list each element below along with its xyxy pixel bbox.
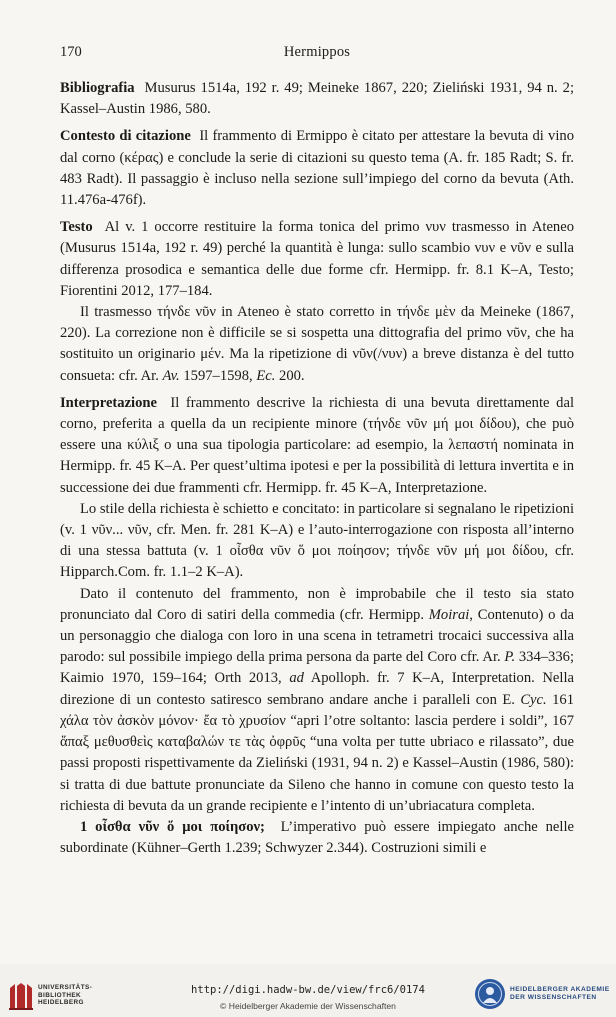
title-abbrev: Av.: [162, 367, 180, 384]
title-abbrev: P.: [504, 649, 516, 666]
title-abbrev: Moirai: [428, 606, 470, 623]
testo-section: [60, 217, 574, 302]
title-abbrev: ad: [289, 670, 304, 687]
text-run: 1597–1598,: [179, 367, 257, 384]
academy-logo: [474, 978, 610, 1014]
interpretazione-paragraph-3: [60, 584, 574, 817]
interpretazione-text: Il frammento descrive la richiesta di una bevuta direttamente dal corno, preferita a quella da un recipiente minore (τήνδε νῦν μή μοι δίδου), che può essere una κύλιξ o una sua tipologia particolare: ad esempio, la λεπαστή nominata in Hermipp. fr. 45 K–A. Per quest’ultima ipotesi e per la possibilità di lettura invertita e in successione dei due frammenti cfr. Hermipp. fr. 45 K–A, Interpretazione.: [60, 394, 574, 496]
text-run: Dato il contenuto del frammento, non è improbabile che il testo sia stato pronunciato dal Coro di satiri della commedia (cfr. Hermipp.: [60, 585, 574, 623]
contesto-heading: Contesto di citazione: [60, 128, 191, 145]
library-name-line: BIBLIOTHEK: [38, 991, 82, 999]
text-run: , Contenuto) o da un personaggio che dialoga con loro in una scena in tetrametri trocaici successiva alla parodo: sul possibile impiego della prima persona da parte del Coro cfr. Ar.: [60, 606, 574, 666]
digitization-footer: [0, 964, 616, 1017]
contesto-section: [60, 126, 574, 211]
running-head: Hermippos: [283, 44, 351, 60]
interpretazione-section: [60, 393, 574, 499]
academy-name: [510, 986, 610, 1002]
interpretazione-paragraph-2: Lo stile della richiesta è schietto e concitato: in particolare si segnalano le ripetizioni (v. 1 νῦν... νῦν, cfr. Men. fr. 281 K–A) e l’auto-interrogazione con risposta all’interno di una stessa battuta (v. 1 οἶσθα νῦν ὅ μοι ποίησον; τήνδε νῦν μή μοι δίδου, cfr. Hipparch.Com. fr. 1.1–2 K–A).: [60, 500, 574, 581]
text-run: 334–336; Kaimio 1970, 159–164; Orth 2013,: [60, 649, 575, 687]
academy-name-line: HEIDELBERGER AKADEMIE: [510, 986, 610, 993]
academy-name-line: DER WISSENSCHAFTEN: [510, 994, 597, 1001]
contesto-text: Il frammento di Ermippo è citato per attestare la bevuta di vino dal corno (κέρας) e conclude la serie di citazioni su questo tema (A. fr. 185 Radt; S. fr. 483 Radt). Il passaggio è incluso nella sezione sull’impiego del corno da bevuta (Ath. 11.476a-476f).: [60, 128, 574, 209]
bibliografia-text: Musurus 1514a, 192 r. 49; Meineke 1867, 220; Zieliński 1931, 94 n. 2; Kassel–Austin 1986, 580.: [60, 80, 574, 118]
permalink[interactable]: http://digi.hadw-bw.de/view/frc6/0174: [191, 984, 425, 996]
title-abbrev: Cyc.: [520, 691, 547, 708]
text-run: 161 χάλα τὸν ἀσκὸν μόνον· ἔα τὸ χρυσίον “apri l’otre soltanto: lascia perdere i soldi”, 167 ἅπαξ μεθυσθεὶς καταβαλών τε τὰς ὀφρῦς “una volta per tutte ubriaco e rilassato”, due passi proposti rispettivamente da Zieliński (1931, 94 n. 2) e Kassel–Austin (1986, 580): si tratta di due battute pronunciate da Sileno che hanno in comune con questo testo la richiesta di bevuta da un grande recipiente e l’intento di un’ubriacatura completa.: [60, 691, 574, 814]
academy-seal-icon: [474, 978, 506, 1010]
page-number: 170: [60, 44, 82, 60]
text-run: Apolloph. fr. 7 K–A, Interpretation. Nella direzione di un contesto satiresco sembrano andare anche i paralleli con E.: [60, 670, 575, 708]
testo-text: Al v. 1 occorre restituire la forma tonica del primo νυν trasmesso in Ateneo (Musurus 1514a, 192 r. 49) perché la quantità è lunga: sullo scambio νυν e νῦν e sulla differenza prosodica e semantica delle due forme cfr. Hermipp. fr. 8.1 K–A, Testo; Fiorentini 2012, 177–184.: [60, 219, 574, 299]
interpretazione-heading: Interpretazione: [60, 394, 157, 411]
text-run: 200.: [275, 367, 305, 384]
library-name-line: UNIVERSITÄTS-: [38, 984, 93, 991]
testo-paragraph-2: [60, 302, 574, 387]
page-header: [60, 44, 574, 64]
library-name-line: HEIDELBERG: [38, 999, 84, 1007]
bibliografia-heading: Bibliografia: [60, 80, 135, 96]
testo-heading: Testo: [60, 219, 93, 236]
lemma-heading: 1 οἶσθα νῦν ὅ μοι ποίησον;: [80, 818, 265, 835]
text-run: Il trasmesso τήνδε νῦν in Ateneo è stato corretto in τήνδε μὲν da Meineke (1867, 220). La correzione non è difficile se si sospetta una dittografia del primo νῦν, che ha sostituito un originario μέν. Ma la ripetizione di νῦν(/νυν) a breve distanza è del tutto consueta: cfr. Ar.: [60, 304, 574, 384]
title-abbrev: Ec.: [256, 367, 276, 384]
lemma-text: L’imperativo può essere impiegato anche nelle subordinate (Kühner–Gerth 1.239; Schwyzer 2.344). Costruzioni simili e: [60, 818, 574, 857]
bibliografia-section: [60, 78, 574, 120]
lemma-section: [60, 817, 574, 859]
commentary-body: [60, 78, 574, 859]
copyright-notice: © Heidelberger Akademie der Wissenschaften: [220, 1001, 396, 1011]
